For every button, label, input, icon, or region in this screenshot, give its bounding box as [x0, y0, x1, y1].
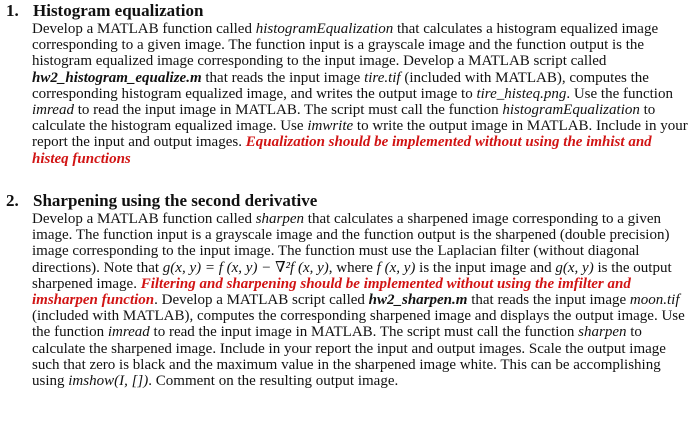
text-run: to calculate the sharpened image. Include in your report the input and output images. Scale the output image such that zero is black and the maximum value in the sharpened image white. This can be accomplishing using — [32, 324, 666, 390]
italic-term: imread — [32, 102, 74, 119]
text-run: . Comment on the resulting output image. — [148, 373, 399, 390]
italic-term: moon.tif — [629, 292, 680, 309]
text-run: that calculates a sharpened image corresponding to a given image. The function input is a grayscale image and the function output is the sharpened (double precision) image corresponding to the input image. The function must use the Laplacian filter (without diagonal directions). Note that — [32, 211, 670, 276]
requirement-note: Filtering and sharpening should be implemented without using the imfilter and imsharpen function — [32, 275, 631, 309]
section-2-title: Sharpening using the second derivative — [33, 191, 318, 210]
text-run: to calculate the histogram equalized image. Use — [32, 102, 656, 135]
italic-term: tire.tif — [364, 69, 401, 86]
text-run: . Use the function — [566, 85, 673, 102]
italic-term: sharpen — [255, 211, 305, 227]
text-run: Develop a MATLAB function called — [32, 21, 256, 37]
italic-term: f (x, y) — [376, 259, 416, 276]
section-2-heading — [6, 192, 317, 210]
section-2-paragraph — [32, 211, 692, 389]
text-run: that reads the input image — [467, 292, 630, 309]
text-run: (included with MATLAB), computes the corresponding histogram equalized image, and writes the output image to — [32, 69, 649, 102]
section-1-paragraph — [32, 21, 692, 167]
text-run: to write the output image in MATLAB. Include in your report the input and output images. — [32, 118, 688, 151]
section-1-number: 1. — [6, 1, 19, 20]
script-name: hw2_sharpen.m — [368, 292, 468, 309]
italic-term: histogramEqualization — [255, 21, 394, 37]
text-run: that calculates a histogram equalized image corresponding to a given image. The function input is a grayscale image and the function output is the histogram equalized image corresponding to the input image. Develop a MATLAB script called — [32, 21, 659, 70]
text-run: to read the input image in MATLAB. The script must call the function — [73, 102, 503, 119]
section-2-body — [32, 211, 692, 389]
text-run: Develop a MATLAB function called — [32, 211, 256, 227]
italic-term: g(x, y) — [555, 259, 594, 276]
text-run: , where — [328, 259, 377, 276]
section-1-heading — [6, 2, 203, 20]
italic-term: g(x, y) = f (x, y) − ∇²f (x, y) — [162, 259, 329, 276]
requirement-note: Equalization should be implemented without using the imhist and histeq functions — [32, 134, 652, 167]
text-run: (included with MATLAB), computes the corresponding sharpened image and displays the output image. Use the function — [32, 308, 685, 341]
italic-term: tire_histeq.png — [476, 85, 567, 102]
script-name: hw2_histogram_equalize.m — [32, 69, 202, 86]
text-run: is the output sharpened image. — [32, 259, 672, 292]
section-1-title: Histogram equalization — [33, 1, 204, 20]
italic-term: sharpen — [578, 324, 627, 341]
italic-term: imwrite — [307, 118, 354, 135]
section-2-number: 2. — [6, 191, 19, 210]
text-run: that reads the input image — [201, 69, 365, 86]
text-run: to read the input image in MATLAB. The script must call the function — [149, 324, 579, 341]
italic-term: imread — [107, 324, 150, 341]
section-1-body — [32, 21, 692, 167]
text-run: is the input image and — [415, 259, 556, 276]
text-run: . Develop a MATLAB script called — [154, 292, 369, 309]
italic-term: histogramEqualization — [502, 102, 640, 119]
italic-term: imshow(I, []) — [68, 373, 149, 390]
